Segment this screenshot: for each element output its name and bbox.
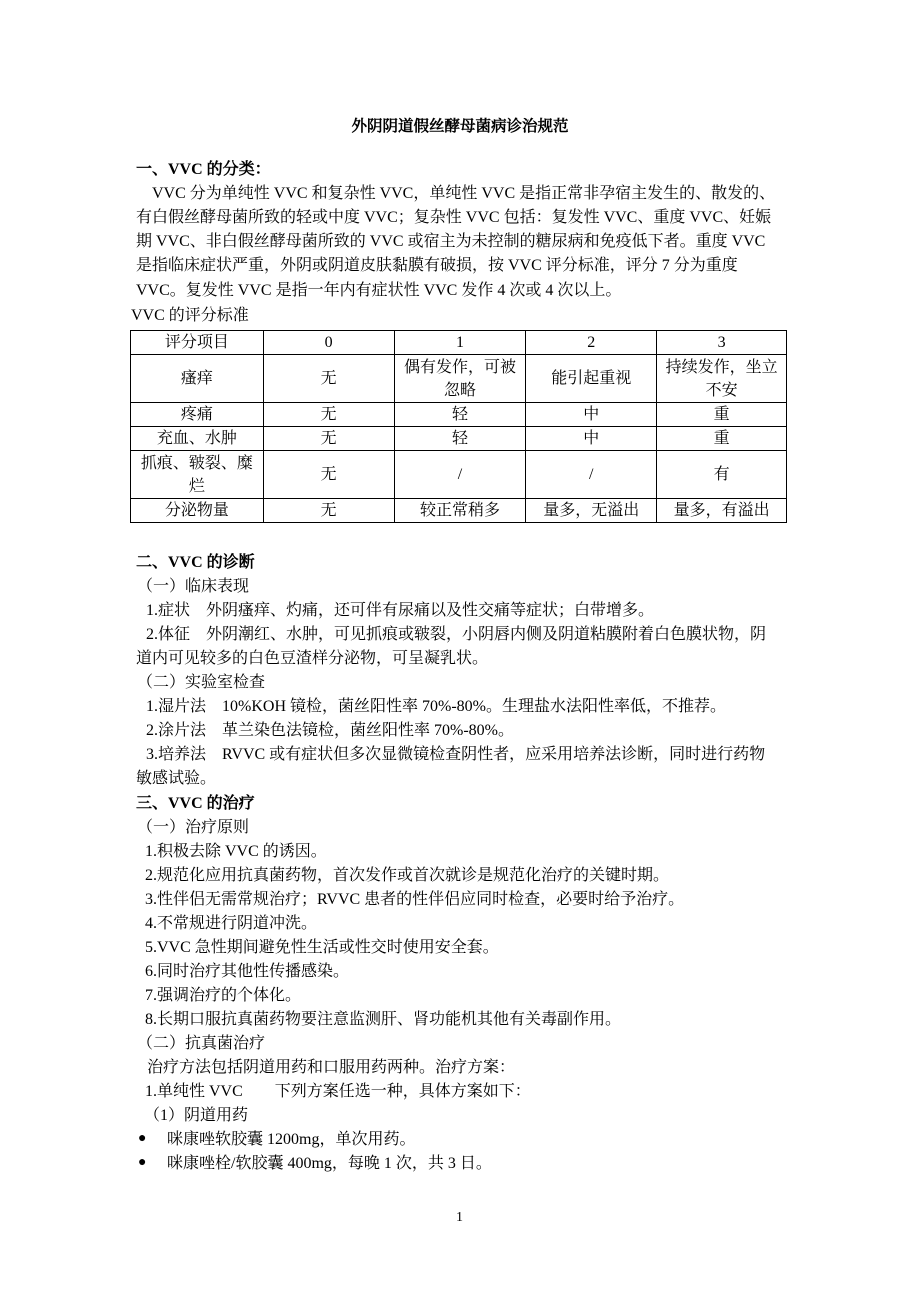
vvc-score-table [130, 330, 787, 523]
table-cell: 轻 [394, 427, 526, 451]
table-row [131, 355, 787, 403]
table-cell: 有 [657, 451, 787, 499]
table-row [131, 403, 787, 427]
table-cell: 抓痕、皲裂、糜烂 [131, 451, 264, 499]
bullet-item: 咪康唑栓/软胶囊 400mg，每晚 1 次，共 3 日。 [167, 1155, 492, 1172]
table-cell: 疼痛 [131, 403, 264, 427]
principle-item: 3.性伴侣无需常规治疗；RVVC 患者的性伴侣应同时检查，必要时给予治疗。 [145, 891, 685, 908]
table-cell: 瘙痒 [131, 355, 264, 403]
text-line: 2.体征 外阴潮红、水肿，可见抓痕或皲裂，小阴唇内侧及阴道粘膜附着白色膜状物，阴 [146, 626, 767, 643]
table-header-cell: 2 [526, 331, 657, 355]
table-cell: / [394, 451, 526, 499]
text-line: 敏感试验。 [136, 770, 217, 787]
table-cell: 量多，无溢出 [526, 499, 657, 523]
text-line: 3.培养法 RVVC 或有症状但多次显微镜检查阴性者，应采用培养法诊断，同时进行药物 [146, 746, 766, 763]
text-line: 1.症状 外阴瘙痒、灼痛，还可伴有尿痛以及性交痛等症状；白带增多。 [146, 602, 655, 619]
table-cell: 无 [263, 403, 394, 427]
table-row [131, 451, 787, 499]
table-cell: 中 [526, 427, 657, 451]
section-heading: 二、VVC 的诊断 [136, 554, 255, 571]
text-line: 2.涂片法 革兰染色法镜检，菌丝阳性率 70%-80%。 [146, 722, 514, 739]
table-cell: 持续发作，坐立不安 [657, 355, 787, 403]
table-caption: VVC 的评分标准 [131, 307, 249, 324]
paragraph-line: 期 VVC、非白假丝酵母菌所致的 VVC 或宿主为未控制的糖尿病和免疫低下者。重度 VVC [136, 233, 766, 250]
principle-item: 6.同时治疗其他性传播感染。 [145, 963, 350, 980]
table-cell: 中 [526, 403, 657, 427]
bullet-icon: ● [138, 1131, 147, 1146]
subheading: （二）抗真菌治疗 [137, 1035, 266, 1052]
principle-item: 1.积极去除 VVC 的诱因。 [145, 843, 327, 860]
table-cell: 偶有发作，可被忽略 [394, 355, 526, 403]
table-header-cell: 0 [263, 331, 394, 355]
principle-item: 7.强调治疗的个体化。 [145, 987, 302, 1004]
principle-item: 8.长期口服抗真菌药物要注意监测肝、肾功能机其他有关毒副作用。 [145, 1011, 622, 1028]
table-cell: 无 [263, 427, 394, 451]
table-cell: 能引起重视 [526, 355, 657, 403]
subheading: （二）实验室检查 [137, 674, 266, 691]
table-row [131, 499, 787, 523]
subheading: （一）临床表现 [137, 578, 250, 595]
subheading: （一）治疗原则 [137, 819, 250, 836]
table-cell: / [526, 451, 657, 499]
table-cell: 重 [657, 403, 787, 427]
table-cell: 分泌物量 [131, 499, 264, 523]
table-cell: 无 [263, 451, 394, 499]
table-cell: 重 [657, 427, 787, 451]
text-line: 治疗方法包括阴道用药和口服用药两种。治疗方案： [147, 1059, 516, 1076]
table-cell: 较正常稍多 [394, 499, 526, 523]
table-cell: 无 [263, 499, 394, 523]
subheading: （1）阴道用药 [144, 1107, 249, 1124]
bullet-item: 咪康唑软胶囊 1200mg，单次用药。 [167, 1131, 416, 1148]
text-line: 1.湿片法 10%KOH 镜检，菌丝阳性率 70%-80%。生理盐水法阳性率低，不推荐。 [146, 698, 726, 715]
table-cell: 轻 [394, 403, 526, 427]
paragraph-line: 是指临床症状严重，外阴或阴道皮肤黏膜有破损，按 VVC 评分标准，评分 7 分为重度 [136, 257, 738, 274]
text-line: 1.单纯性 VVC 下列方案任选一种，具体方案如下： [145, 1083, 531, 1100]
table-cell: 无 [263, 355, 394, 403]
table-header-row [131, 331, 787, 355]
table-header-cell: 3 [657, 331, 787, 355]
principle-item: 5.VVC 急性期间避免性生活或性交时使用安全套。 [145, 939, 499, 956]
section-heading: 三、VVC 的治疗 [136, 795, 255, 812]
paragraph-line: VVC 分为单纯性 VVC 和复杂性 VVC，单纯性 VVC 是指正常非孕宿主发生的、散发的、 [152, 185, 776, 202]
table-row [131, 427, 787, 451]
paragraph-line: VVC。复发性 VVC 是指一年内有症状性 VVC 发作 4 次或 4 次以上。 [136, 282, 622, 299]
table-header-cell: 评分项目 [131, 331, 264, 355]
paragraph-line: 有白假丝酵母菌所致的轻或中度 VVC；复杂性 VVC 包括：复发性 VVC、重度 VVC、妊娠 [136, 209, 772, 226]
bullet-icon: ● [138, 1155, 147, 1170]
table-header-cell: 1 [394, 331, 526, 355]
principle-item: 2.规范化应用抗真菌药物，首次发作或首次就诊是规范化治疗的关键时期。 [145, 867, 670, 884]
table-cell: 量多，有溢出 [657, 499, 787, 523]
table-cell: 充血、水肿 [131, 427, 264, 451]
text-line: 道内可见较多的白色豆渣样分泌物，可呈凝乳状。 [136, 650, 489, 667]
principle-item: 4.不常规进行阴道冲洗。 [145, 915, 318, 932]
document-title: 外阴阴道假丝酵母菌病诊治规范 [351, 118, 569, 135]
section-heading: 一、VVC 的分类： [136, 161, 271, 178]
page-number: 1 [456, 1210, 463, 1225]
